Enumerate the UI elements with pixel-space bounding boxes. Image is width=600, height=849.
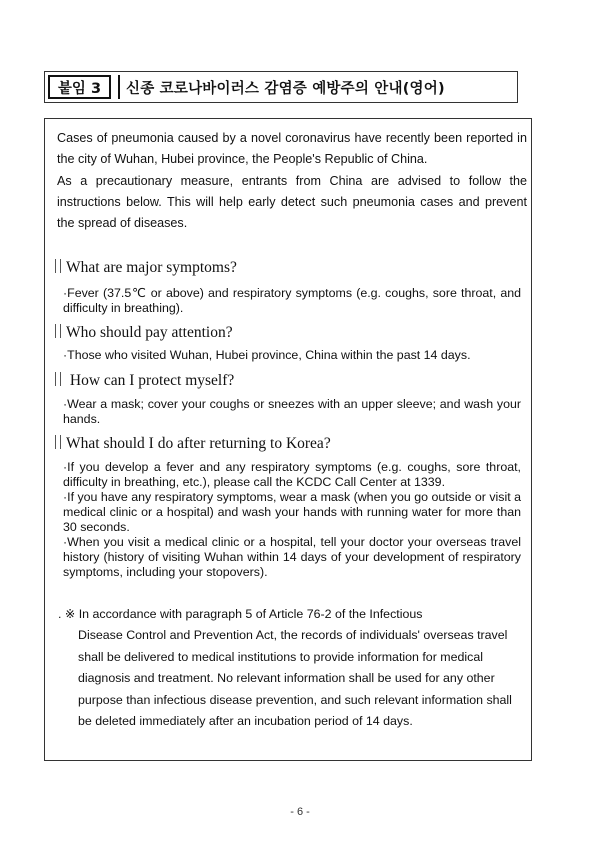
section-heading-text: Who should pay attention? <box>66 324 233 341</box>
section-heading-returning <box>55 435 331 453</box>
bullet-item: ·When you visit a medical clinic or a hospital, tell your doctor your overseas travel history (history of visiting Wuhan within 14 days of your development of respiratory symptoms, including your stopovers). <box>63 535 521 579</box>
intro-paragraph: As a precautionary measure, entrants from China are advised to follow the instructions below. This will help early detect such pneumonia cases and prevent the spread of diseases. <box>57 173 527 231</box>
bullet-item: ·Wear a mask; cover your coughs or sneezes with an upper sleeve; and wash your hands. <box>63 397 521 426</box>
section-heading-text: What are major symptoms? <box>66 259 237 276</box>
section-heading-attention <box>55 324 233 342</box>
intro-paragraph: Cases of pneumonia caused by a novel coronavirus have recently been reported in the city of Wuhan, Hubei province, the People's Republic of China. <box>57 131 527 167</box>
section-heading-symptoms <box>55 259 237 277</box>
attachment-tag: 붙임 3 <box>48 75 111 99</box>
section-heading-text: How can I protect myself? <box>66 372 235 389</box>
section-body-symptoms <box>63 286 521 316</box>
bullet-item: ·Those who visited Wuhan, Hubei province, China within the past 14 days. <box>63 348 471 362</box>
intro-text <box>57 128 527 234</box>
section-heading-text: What should I do after returning to Korea? <box>66 435 331 452</box>
note-body: Disease Control and Prevention Act, the records of individuals' overseas travel shall be delivered to medical institutions to provide information for medical diagnosis and treatment. No relevant information shall be used for any other purpose than infectious disease prevention, and such relevant information shall be deleted immediately after an incubation period of 14 days. <box>78 628 512 729</box>
section-marker <box>55 435 61 449</box>
section-heading-protect <box>55 372 234 390</box>
section-body-protect <box>63 397 521 427</box>
note-mark: . ※ <box>58 607 76 621</box>
bullet-item: ·If you develop a fever and any respiratory symptoms (e.g. coughs, sore throat, difficulty in breathing, etc.), please call the KCDC Call Center at 1339. <box>63 460 521 489</box>
bullet-item: ·If you have any respiratory symptoms, wear a mask (when you go outside or visit a medical clinic or a hospital) and wash your hands with running water for more than 30 seconds. <box>63 490 521 534</box>
page-title: 신종 코로나바이러스 감염증 예방주의 안내(영어) <box>118 75 514 99</box>
page-number: - 6 - <box>290 806 310 818</box>
section-body-attention <box>63 348 521 363</box>
section-marker <box>55 324 61 338</box>
note-first-line: In accordance with paragraph 5 of Article 76-2 of the Infectious <box>78 607 423 621</box>
privacy-note <box>58 604 522 732</box>
attachment-header <box>44 71 518 103</box>
bullet-item: ·Fever (37.5℃ or above) and respiratory symptoms (e.g. coughs, sore throat, and difficulty in breathing). <box>63 286 521 315</box>
section-marker <box>55 372 61 386</box>
section-body-returning <box>63 460 521 580</box>
section-marker <box>55 259 61 273</box>
